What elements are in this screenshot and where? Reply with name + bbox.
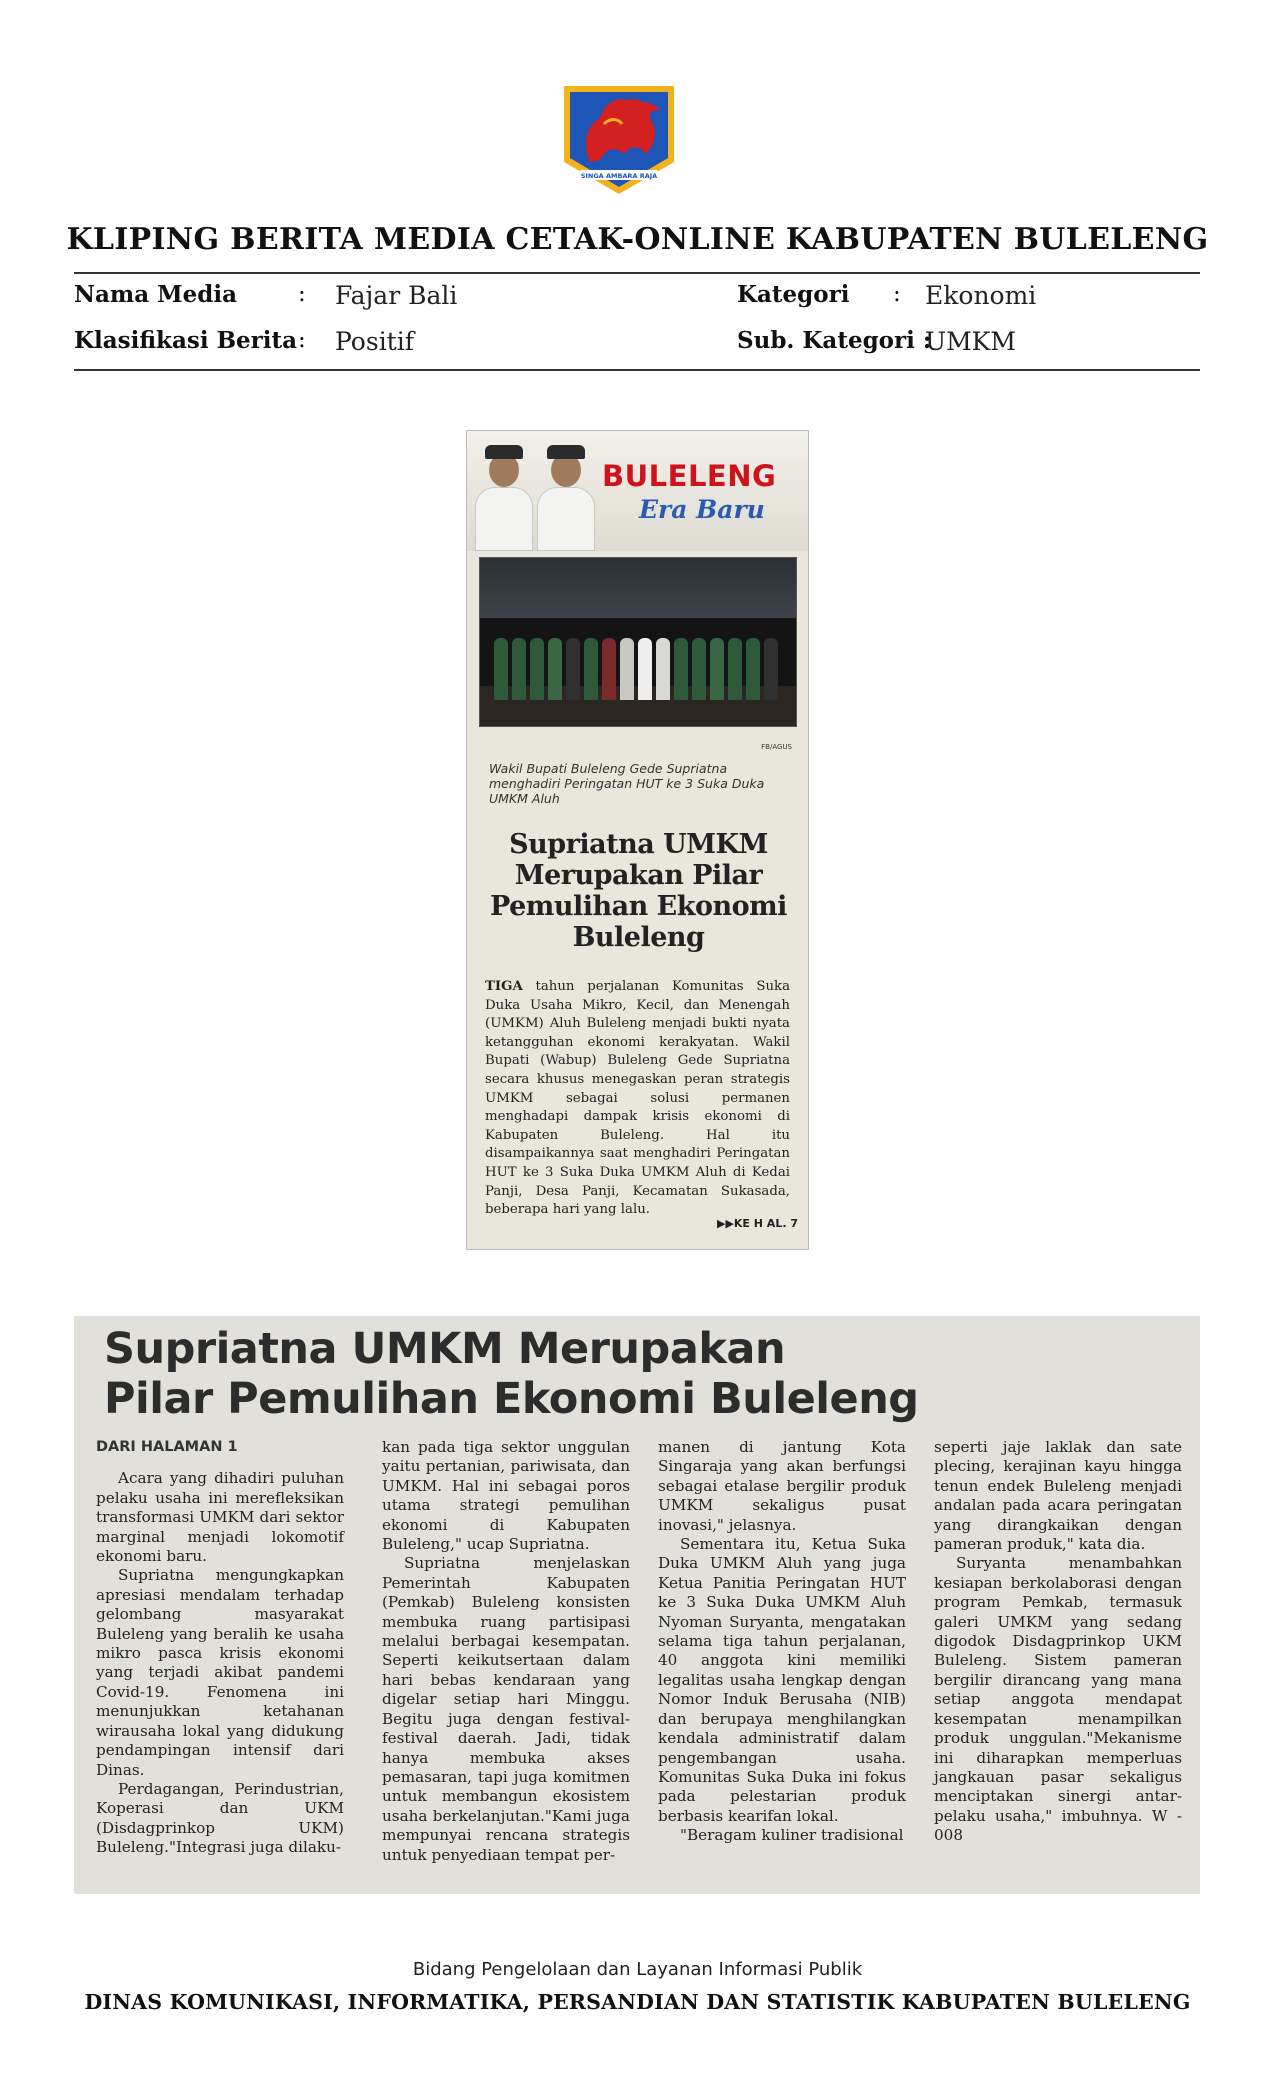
lead-body: tahun perjalanan Komunitas Suka Duka Usaha Mikro, Kecil, dan Menengah (UMKM) Aluh Buleleng menjadi bukti nyata ketangguhan ekonomi kerakyatan. Wakil Bupati (Wabup) Buleleng Gede Supriatna secara khusus menegaskan peran strategis UMKM sebagai solusi permanen menghadapi dampak krisis ekonomi di Kabupaten Buleleng. Hal itu disampaikannya saat menghadiri Peringatan HUT ke 3 Suka Duka UMKM Aluh di Kedai Panji, Desa Panji, Kecamatan Sukasada, beberapa hari yang lalu. — [485, 979, 790, 1218]
column-3-paragraph-1: manen di jantung Kota Singaraja yang akan berfungsi sebagai etalase bergilir produk UMKM sekaligus pusat inovasi," jelasnya. — [658, 1438, 906, 1534]
klasifikasi-label: Klasifikasi Berita — [74, 327, 298, 354]
header-divider-bottom — [74, 369, 1200, 371]
nama-media-colon: : — [298, 281, 306, 307]
nama-media-value: Fajar Bali — [335, 281, 458, 310]
group-photo — [479, 557, 797, 727]
column-2-paragraph-1: kan pada tiga sektor unggulan yaitu pertanian, pariwisata, dan UMKM. Hal ini sebagai poros utama strategi pemulihan ekonomi di Kabupaten Buleleng," ucap Supriatna. — [382, 1438, 630, 1554]
klasifikasi-colon: : — [298, 327, 306, 353]
continued-marker: ▶▶KE H AL. 7 — [716, 1217, 798, 1230]
column-4-paragraph-2: Suryanta menambahkan kesiapan berkolaborasi dengan program Pemkab, termasuk galeri UMKM yang sedang digodok Disdagprinkop UKM Buleleng. Sistem pameran bergilir dirancang yang mana setiap anggota mendapat kesempatan menampilkan produk unggulan."Mekanisme ini diharapkan memperluas jangkauan pasar sekaligus menciptakan sinergi antar-pelaku usaha," imbuhnya. W - 008 — [934, 1554, 1182, 1845]
column-1-paragraph-1: Acara yang dihadiri puluhan pelaku usaha ini merefleksikan transformasi UMKM dari sektor marginal menjadi lokomotif ekonomi baru. — [96, 1469, 344, 1566]
article-column-4 — [934, 1438, 1182, 1846]
front-page-clipping — [466, 430, 809, 1250]
buleleng-crest-logo — [560, 74, 678, 198]
column-2-paragraph-2: Supriatna menjelaskan Pemerintah Kabupaten (Pemkab) Buleleng konsisten membuka ruang partisipasi melalui berbagai kesempatan. Seperti keikutsertaan dalam hari bebas kendaraan yang digelar setiap hari Minggu. Begitu juga dengan festival-festival daerah. Jadi, tidak hanya membuka akses pemasaran, tapi juga komitmen untuk membangun ekosistem usaha berkelanjutan."Kami juga mempunyai rencana strategis untuk penyediaan tempat per- — [382, 1554, 630, 1864]
header-divider-top — [74, 272, 1200, 274]
sub-kategori-value: UMKM — [925, 327, 1016, 356]
column-1-paragraph-2: Supriatna mengungkapkan apresiasi mendalam terhadap gelombang masyarakat Buleleng yang beralih ke usaha mikro pasca krisis ekonomi yang terjadi akibat pandemi Covid-19. Fenomena ini menunjukkan ketahanan wirausaha lokal yang didukung pendampingan intensif dari Dinas. — [96, 1566, 344, 1779]
footer-department: Bidang Pengelolaan dan Layanan Informasi Publik — [412, 1959, 863, 1980]
column-3-paragraph-2: Sementara itu, Ketua Suka Duka UMKM Aluh yang juga Ketua Panitia Peringatan HUT ke 3 Suka Duka UMKM Aluh Nyoman Suryanta, mengatakan selama tiga tahun perjalanan, 40 anggota kini memiliki legalitas usaha lengkap dengan Nomor Induk Berusaha (NIB) dan berupaya menghilangkan kendala administratif dalam pengembangan usaha. Komunitas Suka Duka ini fokus pada pelestarian produk berbasis kearifan lokal. — [658, 1535, 906, 1825]
from-page-label: DARI HALAMAN 1 — [96, 1439, 238, 1455]
front-headline: Supriatna UMKM Merupakan Pilar Pemulihan Ekonomi Buleleng — [490, 829, 787, 953]
column-1-paragraph-3: Perdagangan, Perindustrian, Koperasi dan UKM (Disdagprinkop UKM) Buleleng."Integrasi juga dilaku- — [96, 1779, 344, 1857]
lead-word: TIGA — [485, 979, 523, 994]
article-column-1 — [96, 1438, 344, 1858]
kategori-colon: : — [893, 281, 901, 307]
vice-regent-photo — [537, 445, 595, 551]
column-4-paragraph-1: seperti jaje laklak dan sate plecing, kerajinan kayu hingga tenun endek Buleleng menjadi andalan pada acara peringatan yang dirangkaikan dengan pameran produk," kata dia. — [934, 1438, 1182, 1554]
kategori-value: Ekonomi — [925, 281, 1037, 310]
front-lead-paragraph — [485, 978, 790, 1220]
nama-media-label: Nama Media — [74, 281, 237, 308]
continuation-headline — [104, 1324, 1184, 1424]
continuation-headline-line2: Pilar Pemulihan Ekonomi Buleleng — [104, 1374, 919, 1424]
era-baru-banner — [467, 431, 809, 551]
banner-subtitle: Era Baru — [639, 495, 765, 524]
page-title: KLIPING BERITA MEDIA CETAK-ONLINE KABUPATEN BULELENG — [66, 222, 1209, 257]
photo-credit: FB/AGUS — [761, 743, 792, 751]
kategori-label: Kategori — [737, 281, 850, 308]
svg-text:SINGA AMBARA RAJA: SINGA AMBARA RAJA — [580, 172, 658, 180]
sub-kategori-label: Sub. Kategori : — [737, 327, 932, 354]
continuation-headline-line1: Supriatna UMKM Merupakan — [104, 1324, 786, 1374]
column-3-paragraph-3: "Beragam kuliner tradisional — [680, 1826, 904, 1845]
regent-photo — [475, 445, 533, 551]
article-column-2 — [382, 1438, 630, 1865]
photo-caption: Wakil Bupati Buleleng Gede Supriatna menghadiri Peringatan HUT ke 3 Suka Duka UMKM Aluh — [489, 761, 765, 806]
banner-brand: BULELENG — [602, 459, 777, 493]
klasifikasi-value: Positif — [335, 327, 414, 356]
continuation-clipping — [74, 1316, 1200, 1894]
footer-agency: DINAS KOMUNIKASI, INFORMATIKA, PERSANDIAN DAN STATISTIK KABUPATEN BULELENG — [84, 1990, 1191, 2014]
article-column-3 — [658, 1438, 906, 1846]
